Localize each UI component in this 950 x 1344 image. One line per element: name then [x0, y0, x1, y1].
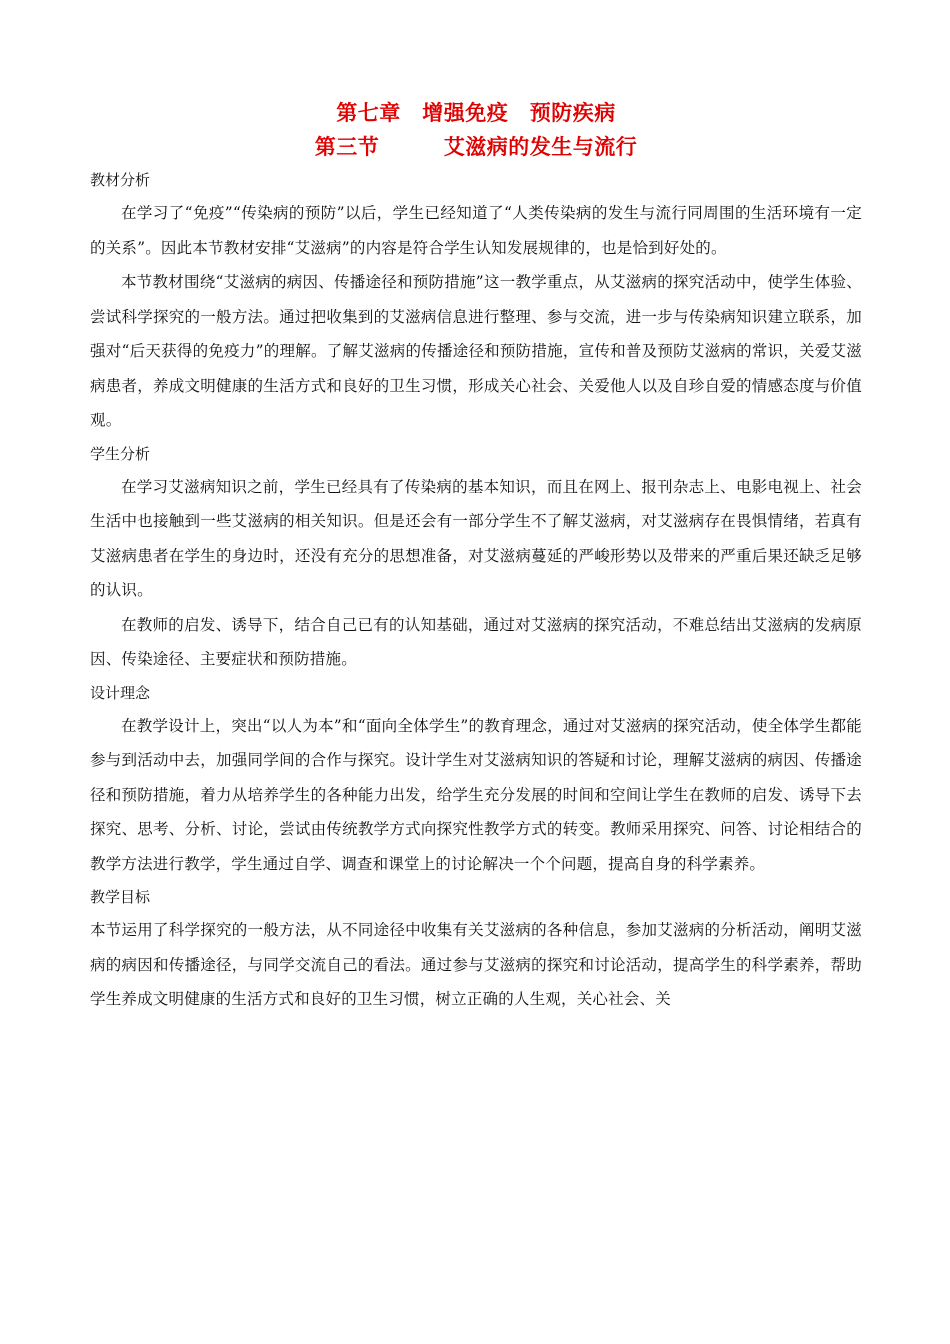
paragraph: 在学习艾滋病知识之前，学生已经具有了传染病的基本知识，而且在网上、报刊杂志上、电影电视上、社会生活中也接触到一些艾滋病的相关知识。但是还会有一部分学生不了解艾滋病，对艾滋病存在畏惧情绪，若真有艾滋病患者在学生的身边时，还没有充分的思想准备，对艾滋病蔓延的严峻形势以及带来的严重后果还缺乏足够的认识。 [90, 477, 862, 599]
section-title: 第三节 艾滋病的发生与流行 [314, 134, 638, 159]
heading-textbook-analysis: 教材分析 [90, 171, 151, 189]
paragraph: 在学习了“免疫”“传染病的预防”以后，学生已经知道了“人类传染病的发生与流行同周围的生活环境有一定的关系”。因此本节教材安排“艾滋病”的内容是符合学生认知发展规律的，也是恰到好处的。 [90, 204, 862, 257]
heading-teaching-objectives: 教学目标 [90, 888, 151, 906]
chapter-title: 第七章 增强免疫 预防疾病 [336, 100, 616, 125]
paragraph: 本节教材围绕“艾滋病的病因、传播途径和预防措施”这一教学重点，从艾滋病的探究活动中，使学生体验、尝试科学探究的一般方法。通过把收集到的艾滋病信息进行整理、参与交流，进一步与传染病知识建立联系，加强对“后天获得的免疫力”的理解。了解艾滋病的传播途径和预防措施，宣传和普及预防艾滋病的常识，关爱艾滋病患者，养成文明健康的生活方式和良好的卫生习惯，形成关心社会、关爱他人以及自珍自爱的情感态度与价值观。 [90, 273, 862, 429]
heading-design-concept: 设计理念 [90, 683, 151, 702]
document-page [90, 96, 862, 1017]
heading-student-analysis: 学生分析 [90, 444, 151, 463]
paragraph: 在教师的启发、诱导下，结合自己已有的认知基础，通过对艾滋病的探究活动，不难总结出艾滋病的发病原因、传染途径、主要症状和预防措施。 [90, 615, 862, 668]
paragraph: 在教学设计上，突出“以人为本”和“面向全体学生”的教育理念，通过对艾滋病的探究活动，使全体学生都能参与到活动中去，加强同学间的合作与探究。设计学生对艾滋病知识的答疑和讨论，理解艾滋病的病因、传播途径和预防措施，着力从培养学生的各种能力出发，给学生充分发展的时间和空间让学生在教师的启发、诱导下去探究、思考、分析、讨论，尝试由传统教学方式向探究性教学方式的转变。教师采用探究、问答、讨论相结合的教学方法进行教学，学生通过自学、调查和课堂上的讨论解决一个个问题，提高自身的科学素养。 [90, 716, 862, 873]
paragraph: 本节运用了科学探究的一般方法，从不同途径中收集有关艾滋病的各种信息，参加艾滋病的分析活动，阐明艾滋病的病因和传播途径，与同学交流自己的看法。通过参与艾滋病的探究和讨论活动，提高学生的科学素养，帮助学生养成文明健康的生活方式和良好的卫生习惯，树立正确的人生观，关心社会、关 [90, 921, 862, 1008]
